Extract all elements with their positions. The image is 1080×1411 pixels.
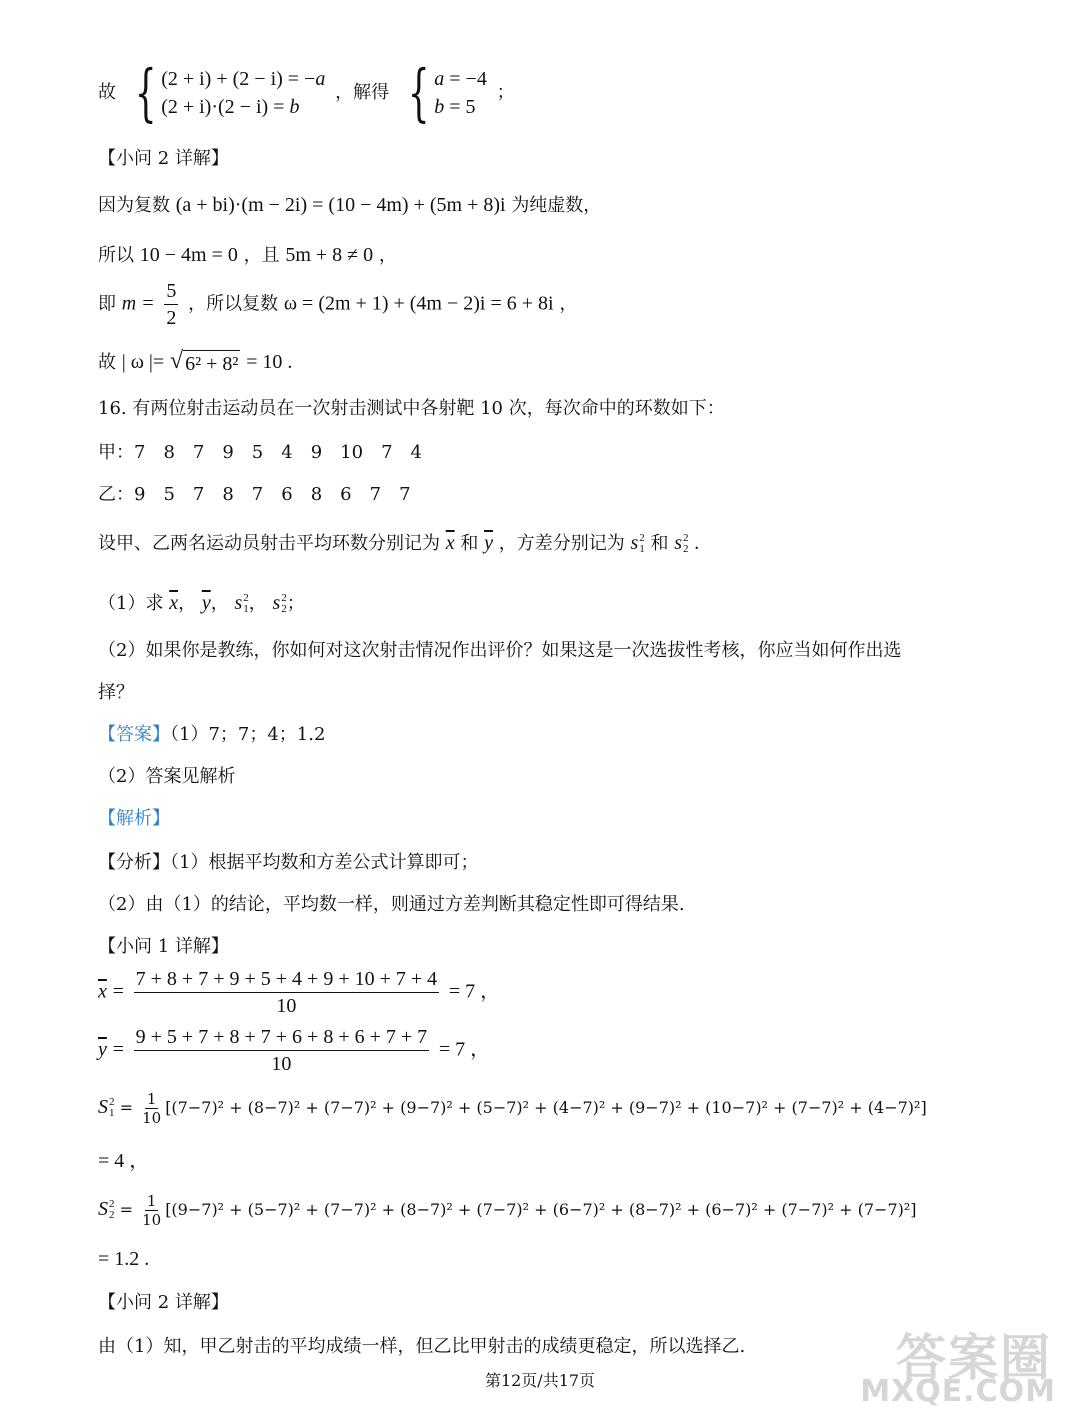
math-expression: (a + bi)·(m − 2i) = (10 − 4m) + (5m + 8)i xyxy=(175,194,506,216)
fraction: $\frac{1}{10}$ xyxy=(142,1192,162,1229)
fraction: $\frac{7 + 8 + 7 + 9 + 5 + 4 + 9 + 10 + 7 + 4}{10}$ xyxy=(135,968,438,1017)
variance-1-equation: S 2 1 = $\frac{1}{10}$ [(7−7)² + (8−7)² + (7−7)² + (9−7)² + (5−7)² + (4−7)² + (9−7)² + (10−7)² + (7−7)² + (4−7)²] xyxy=(98,1090,927,1127)
variance-2-result: = 1.2 . xyxy=(98,1248,150,1270)
x-bar: $\overline{x}$ xyxy=(445,532,455,554)
math-expression: ω = (2m + 1) + (4m − 2)i = 6 + 8i xyxy=(283,292,554,315)
text-gu: 故 xyxy=(98,82,116,103)
part-2-prompt-cont: 择？ xyxy=(98,682,134,703)
answer-line: 【答案】（1）7；7；4；1.2 xyxy=(98,724,326,745)
text-line: 即 m = $\frac{5}{2}$ ，所以复数 ω = (2m + 1) + (4m − 2)i = 6 + 8i ， xyxy=(98,280,578,329)
data-row-yi: 乙：9 5 7 8 7 6 8 6 7 7 xyxy=(98,484,411,505)
square-root: √ 6² + 8² xyxy=(169,348,239,375)
fraction: $\frac{5}{2}$ xyxy=(166,280,177,329)
fraction: $\frac{1}{10}$ xyxy=(142,1090,162,1127)
conclusion: 由（1）知，甲乙射击的平均成绩一样，但乙比甲射击的成绩更稳定，所以选择乙. xyxy=(98,1336,746,1357)
solution-system xyxy=(399,56,487,129)
section-heading: 【小问 2 详解】 xyxy=(98,1292,229,1313)
variance-2-equation: S 2 2 = $\frac{1}{10}$ [(9−7)² + (5−7)² + (7−7)² + (8−7)² + (7−7)² + (6−7)² + (8−7)² + (6−7)² + (7−7)² + (7−7)²] xyxy=(98,1192,917,1229)
system-equation-line: 故 { (2 + i) + (2 − i) = −a (2 + i)·(2 − i) = b ，解得 { a = −4 b = 5 ； xyxy=(98,56,515,129)
system-eq-2: (2 + i)·(2 − i) = b xyxy=(161,96,300,118)
left-brace: { xyxy=(407,56,430,129)
ybar-equation: $\overline{y}$ = $\frac{9 + 5 + 7 + 8 + 7 + 6 + 8 + 6 + 7 + 7}{10}$ = 7 ， xyxy=(98,1026,491,1075)
answer-tag: 【答案】 xyxy=(98,724,170,745)
y-bar: $\overline{y}$ xyxy=(484,532,493,554)
math-expression: 10 − 4m = 0 xyxy=(139,244,238,266)
left-brace: { xyxy=(134,56,157,129)
part-1-prompt: （1）求 $\overline{x}$， $\overline{y}$， s 2 1 ， s 2 2 ； xyxy=(98,592,305,616)
variance-1-result: = 4 ， xyxy=(98,1150,150,1172)
text-jiede: ，解得 xyxy=(335,82,390,103)
page-number: 第12页/共17页 xyxy=(484,1371,596,1390)
analysis-tag: 【解析】 xyxy=(98,808,170,829)
answer-line-2: （2）答案见解析 xyxy=(98,766,236,787)
solution-b: b = 5 xyxy=(434,96,476,118)
math-expression: 5m + 8 ≠ 0 xyxy=(285,244,374,266)
part-2-prompt: （2）如果你是教练，你如何对这次射击情况作出评价？如果这是一次选拔性考核，你应当如何作出选 xyxy=(98,640,902,661)
text-line: 因为复数 (a + bi)·(m − 2i) = (10 − 4m) + (5m + 8)i 为纯虚数， xyxy=(98,194,602,216)
data-row-jia: 甲：7 8 7 9 5 4 9 10 7 4 xyxy=(98,442,422,463)
analysis-line: 【分析】（1）根据平均数和方差公式计算即可； xyxy=(98,852,479,873)
fraction: $\frac{9 + 5 + 7 + 8 + 7 + 6 + 8 + 6 + 7 + 7}{10}$ xyxy=(135,1026,428,1075)
solution-a: a = −4 xyxy=(434,68,487,90)
section-heading: 【小问 2 详解】 xyxy=(98,148,229,169)
section-heading: 【小问 1 详解】 xyxy=(98,936,229,957)
equation-system xyxy=(126,56,326,129)
analysis-line: （2）由（1）的结论，平均数一样，则通过方差判断其稳定性即可得结果. xyxy=(98,894,685,915)
watermark-logo: 答案圈 MXQE.COM xyxy=(860,1329,1056,1409)
question-stem: 16. 有两位射击运动员在一次射击测试中各射靶 10 次，每次命中的环数如下： xyxy=(98,398,725,419)
text-line: 设甲、乙两名运动员射击平均环数分别记为 $\overline{x}$ 和 $\overline{y}$ ，方差分别记为 s 2 1 和 s 2 2 . xyxy=(98,532,700,556)
text-line: 故 | ω |= √ 6² + 8² = 10 . xyxy=(98,348,293,375)
text-line: 所以 10 − 4m = 0 ，且 5m + 8 ≠ 0 ， xyxy=(98,244,397,266)
xbar-equation: $\overline{x}$ = $\frac{7 + 8 + 7 + 9 + 5 + 4 + 9 + 10 + 7 + 4}{10}$ = 7 ， xyxy=(98,968,501,1017)
system-eq-1: (2 + i) + (2 − i) = −a xyxy=(161,68,326,90)
